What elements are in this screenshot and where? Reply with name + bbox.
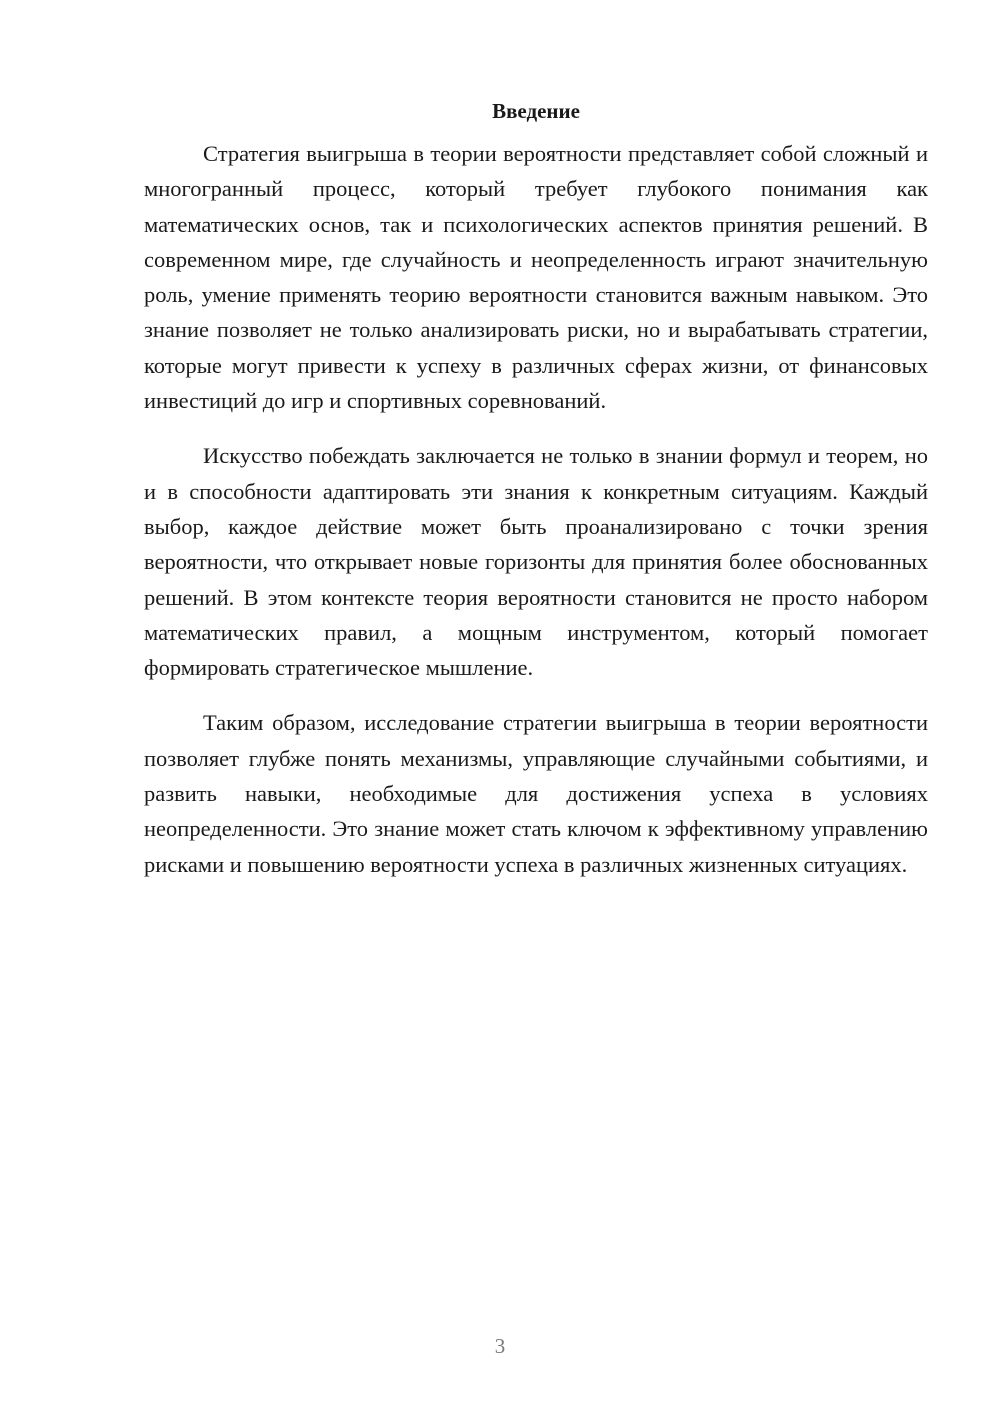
page-content [144, 96, 928, 902]
paragraph-3: Таким образом, исследование стратегии выигрыша в теории вероятности позволяет глубже понять механизмы, управляющие случайными событиями, и развить навыки, необходимые для достижения успеха в условиях неопределенности. Это знание может стать ключом к эффективному управлению рисками и повышению вероятности успеха в различных жизненных ситуациях. [144, 710, 928, 877]
page-number: 3 [494, 1334, 506, 1358]
paragraph-1: Стратегия выигрыша в теории вероятности представляет собой сложный и многогранный процесс, который требует глубокого понимания как математических основ, так и психологических аспектов принятия решений. В современном мире, где случайность и неопределенность играют значительную роль, умение применять теорию вероятности становится важным навыком. Это знание позволяет не только анализировать риски, но и вырабатывать стратегии, которые могут привести к успеху в различных сферах жизни, от финансовых инвестиций до игр и спортивных соревнований. [144, 141, 928, 414]
section-heading: Введение [492, 99, 580, 123]
paragraph-2: Искусство побеждать заключается не только в знании формул и теорем, но и в способности адаптировать эти знания к конкретным ситуациям. Каждый выбор, каждое действие может быть проанализировано с точки зрения вероятности, что открывает новые горизонты для принятия более обоснованных решений. В этом контексте теория вероятности становится не просто набором математических правил, а мощным инструментом, который помогает формировать стратегическое мышление. [144, 443, 928, 681]
